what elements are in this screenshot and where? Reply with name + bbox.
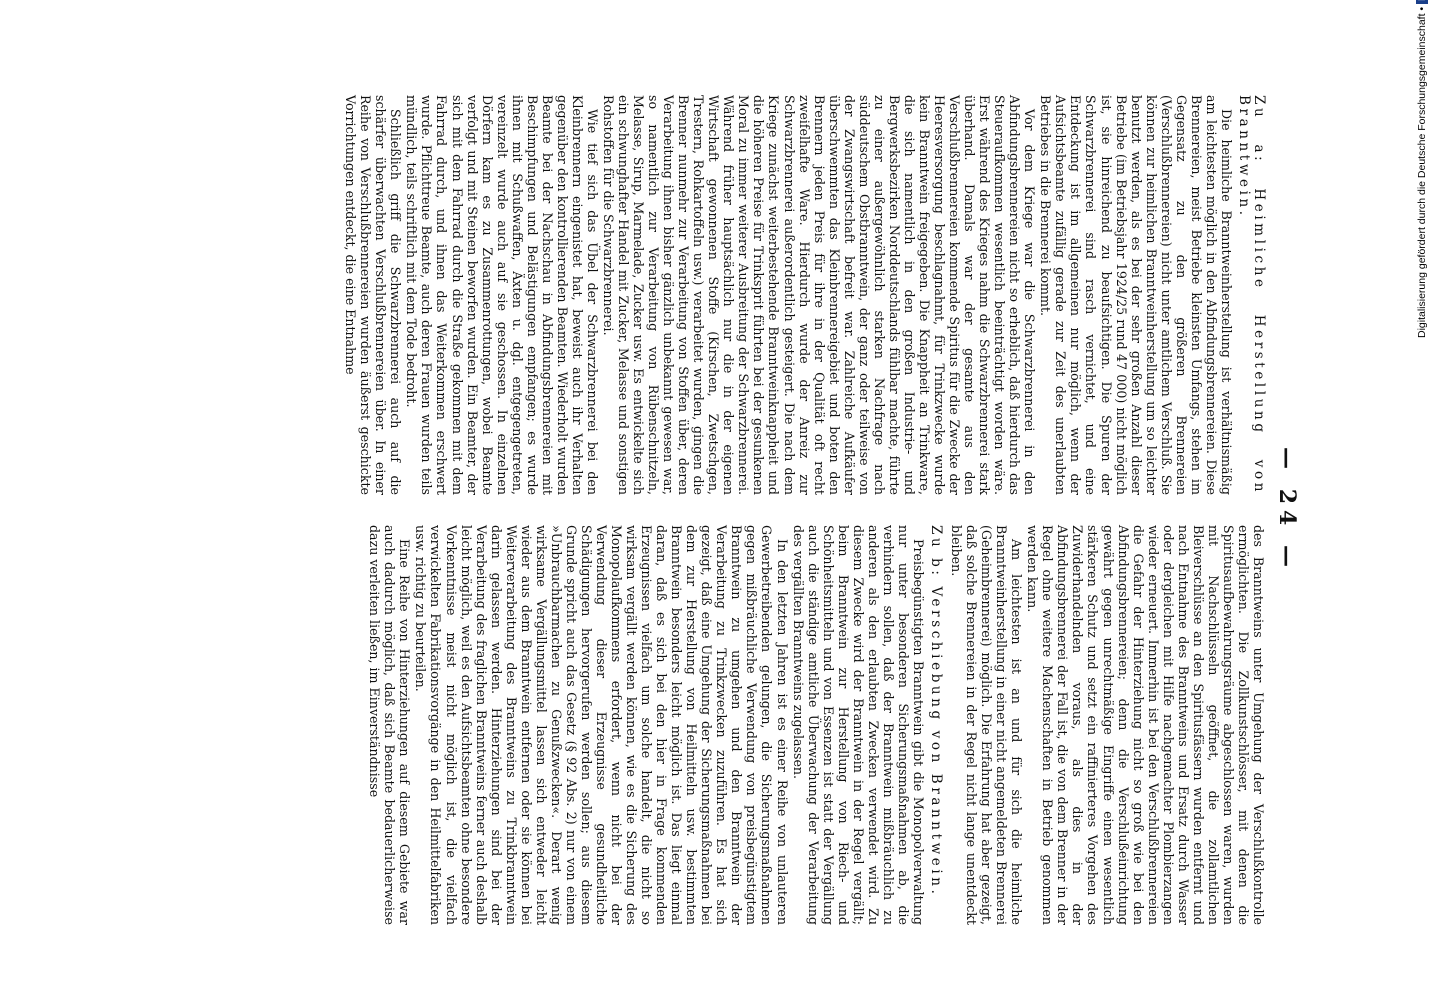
paragraph: Eine Reihe von Hinterziehungen auf diesem Gebiete war auch dadurch möglich, daß sich Beamte bedauerlicherweise dazu verleiten ließen, im Einverständnisse [367, 525, 413, 925]
paragraph: des Branntweins unter Umgehung der Verschlußkontrolle ermöglichten. Die Zollkunstschlösser, mit denen die Spiritusaufbewahrungsräume abgeschlossen waren, wurden mit Nachschlüsseln geöffnet, die zollamtlichen Bleiverschlüsse an den Spiritusfässern wurden entfernt und nach Entnahme des Branntweins und Ersatz durch Wasser oder dergleichen mit Hilfe nachgemachter Plombierzangen wieder erneuert. Immerhin ist bei den Verschlußbrennereien die Gefahr der Hinterziehung nicht so groß wie bei den Abfindungsbrennereien; denn die Verschlußeinrichtung gewährt gegen unrechtmäßige Eingriffe einen wesentlich stärkeren Schutz und setzt ein raffinierteres Vorgehen des Zuwiderhandelnden voraus, als dies in der Abfindungsbrennerei der Fall ist, die von dem Brenner in der Regel ohne weitere Machenschaften in Betrieb genommen werden kann. [1025, 525, 1266, 925]
rotated-page-content [120, 95, 1300, 925]
paragraph: Am leichtesten ist an und für sich die heimliche Branntweinherstellung in einer nicht angemeldeten Brennerei (Geheimbrennerei) möglich. Die Erfahrung hat aber gezeigt, daß solche Brennereien in der Regel nicht lange unentdeckt bleiben. [949, 525, 1025, 925]
digitization-notice [1416, 8, 1432, 888]
section-heading-a: Zu a: Heimliche Herstellung von Branntwein. [1235, 95, 1267, 495]
paragraph: Vor dem Kriege war die Schwarzbrennerei in den Abfindungsbrennereien nicht so erheblich, daß hierdurch das Steueraufkommen wesentlich beeinträchtigt worden wäre. Erst während des Krieges nahm die Schwarzbrennerei stark überhand. Damals war der gesamte aus den Verschlußbrennereien kommende Spiritus für die Zwecke der Heeresversorgung beschlagnahmt, für Trinkzwecke wurde kein Branntwein freigegeben. Die Knappheit an Trinkware, die sich namentlich in den großen Industrie- und Bergwerksbezirken Norddeutschlands fühlbar machte, führte zu einer außergewöhnlich starken Nachfrage nach süddeutschem Obstbranntwein, der ganz oder teilweise von der Zwangswirtschaft befreit war. Zahlreiche Aufkäufer überschwemmten das Kleinbrennereigebiet und boten den Brennern jeden Preis für ihre in der Qualität oft recht zweifelhafte Ware. Hierdurch wurde der Anreiz zur Schwarzbrennerei außerordentlich gesteigert. Die nach dem Kriege zunächst weiterbestehende Branntweinknappheit und die höheren Preise für Trinksprit führten bei der gesunkenen Moral zu immer weiterer Ausbreitung der Schwarzbrennerei. Während früher hauptsächlich nur die in der eigenen Wirtschaft gewonnenen Stoffe (Kirschen, Zwetschgen, Trestern, Rohkartoffeln usw.) verarbeitet wurden, gingen die Brenner nunmehr zur Verarbeitung von Stoffen über, deren Verarbeitung ihnen bisher gänzlich unbekannt gewesen war, so namentlich zur Verarbeitung von Rübenschnitzeln, Melasse, Sirup, Marmelade, Zucker usw. Es entwickelte sich ein schwunghafter Handel mit Zucker, Melasse und sonstigen Rohstoffen für die Schwarzbrennerei. [600, 95, 1038, 495]
left-column [342, 95, 1266, 495]
dfg-logo [1416, 0, 1428, 4]
page-number: — 24 — [1274, 447, 1300, 573]
paragraph: Schließlich griff die Schwarzbrennerei auch auf die schärfer überwachten Verschlußbrennereien über. In einer Reihe von Verschlußbrennereien wurden äußerst geschickte Vorrichtungen entdeckt, die eine Entnahme [343, 95, 404, 495]
paragraph: In den letzten Jahren ist es einer Reihe von unlauteren Gewerbetreibenden gelungen, die Sicherungsmaßnahmen gegen mißbräuchliche Verwendung von preisbegünstigtem Branntwein zu umgehen und den Branntwein der Verarbeitung zu Trinkzwecken zuzuführen. Es hat sich gezeigt, daß eine Umgehung der Sicherungsmaßnahmen bei dem zur Herstellung von Heilmitteln usw. bestimmten Branntwein besonders leicht möglich ist. Das liegt einmal daran, daß es sich bei den hier in Frage kommenden Erzeugnissen vielfach um solche handelt, die nicht so wirksam vergällt werden können, wie es die Sicherung des Monopolaufkommens erfordert, wenn nicht bei der Verwendung dieser Erzeugnisse gesundheitliche Schädigungen hervorgerufen werden sollen; aus diesem Grunde spricht auch das Gesetz (§ 92 Abs. 2) nur von einem »Unbrauchbarmachen zu Genußzwecken«. Derart wenig wirksame Vergällungsmittel lassen sich entweder leicht wieder aus dem Branntwein entfernen oder sie können bei Weiterverarbeitung des Branntweins zu Trinkbranntwein darin gelassen werden. Hinterziehungen sind bei der Verarbeitung des fraglichen Branntweins ferner auch deshalb leicht möglich, weil es den Aufsichtsbeamten ohne besondere Vorkenntnisse meist nicht möglich ist, die vielfach verwickelten Fabrikationsvorgänge in den Heilmittelfabriken usw. richtig zu beurteilen. [413, 525, 790, 925]
funding-notice-text: Digitalisierung gefördert durch die Deutsche Forschungsgemeinschaft • [1416, 6, 1428, 338]
paragraph: Preisbegünstigten Branntwein gibt die Monopolverwaltung nur unter besonderen Sicherungsmaßnahmen ab, die verhindern sollen, daß der Branntwein mißbräuchlich zu anderen als den erlaubten Zwecken verwendet wird. Zu diesem Zwecke wird der Branntwein in der Regel vergällt; beim Branntwein zur Herstellung von Riech- und Schönheitsmitteln und von Essenzen ist statt der Vergällung auch die ständige amtliche Überwachung der Verarbeitung des vergällten Branntweins zugelassen. [790, 525, 926, 925]
section-heading-b: Zu b: Verschiebung von Branntwein. [928, 525, 945, 898]
paragraph: Wie tief sich das Übel der Schwarzbrennerei bei den Kleinbrennern eingenistet hat, beweist auch ihr Verhalten gegenüber den kontrollierenden Beamten. Wiederholt wurden Beamte bei der Nachschau in Abfindungsbrennereien mit Beschimpfungen und Belästigungen empfangen; es wurde ihnen mit Schußwaffen, Äxten u. dgl. entgegengetreten, vereinzelt wurde auch auf sie geschossen. In einzelnen Dörfern kam es zu Zusammenrottungen, wobei Beamte verfolgt und mit Steinen beworfen wurden. Ein Beamter, der sich mit dem Fahrrad durch die Straße gekommen mit dem Fahrrad durch, und ihnen das Weiterkommen erschwert wurde. Pflichttreue Beamte, auch deren Frauen wurden teils mündlich, teils schriftlich mit dem Tode bedroht. [404, 95, 600, 495]
paragraph: Die heimliche Branntweinherstellung ist verhältnismäßig am leichtesten möglich in den Abfindungsbrennereien. Diese Brennereien, meist Betriebe kleinsten Umfangs, stehen im Gegensatz zu den größeren Brennereien (Verschlußbrennereien) nicht unter amtlichem Verschluß. Sie können zur heimlichen Branntweinherstellung um so leichter benutzt werden, als es bei der sehr großen Anzahl dieser Betriebe (im Betriebsjahr 1924/25 rund 47 000) nicht möglich ist, sie hinreichend zu beaufsichtigen. Die Spuren der Schwarzbrennerei sind rasch vernichtet, und eine Entdeckung ist im allgemeinen nur möglich, wenn der Aufsichtsbeamte zufällig gerade zur Zeit des unerlaubten Betriebes in die Brennerei kommt. [1038, 95, 1234, 495]
right-column [366, 525, 1266, 925]
